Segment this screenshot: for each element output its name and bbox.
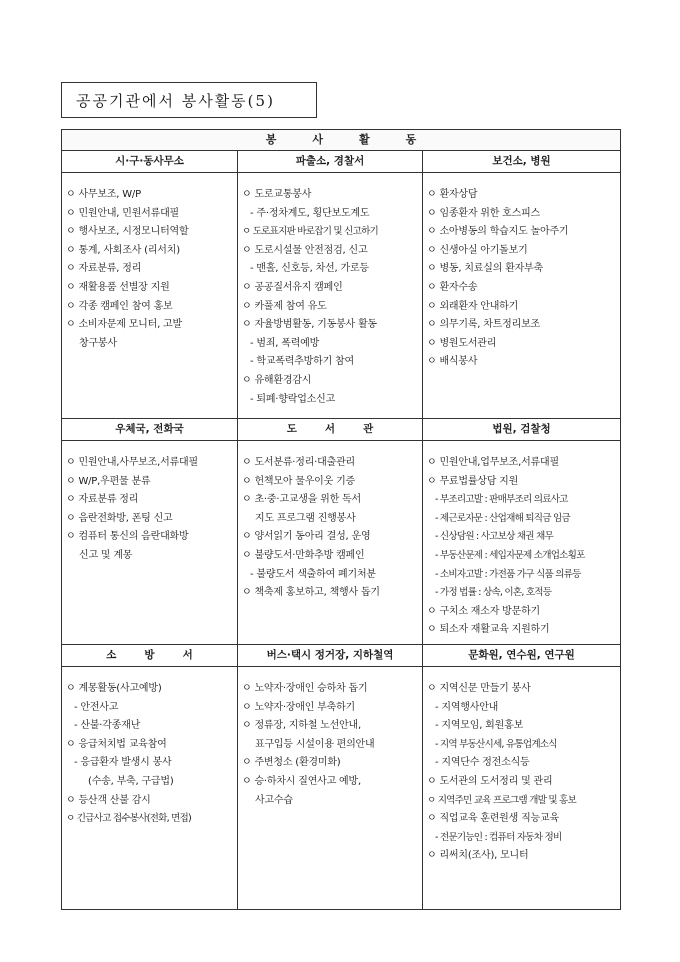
list-item: - 학교폭력추방하기 참여 <box>250 356 354 368</box>
header-city-office: 시·구·동사무소 <box>62 151 238 173</box>
list-item: - 부동산문제 : 세입자문제 소개업소횡포 <box>435 549 585 561</box>
list-item: ㅇ 노약자·장애인 부축하기 <box>242 701 355 713</box>
cell-court <box>423 441 621 645</box>
list-item: ㅇ 행사보조, 시정모니터역할 <box>66 226 189 238</box>
list-item: ㅇ 의무기록, 차트정리보조 <box>427 319 540 331</box>
list-item: - 범죄, 폭력예방 <box>250 337 320 349</box>
list-item: - 신상담원 : 사고보상 채권 채무 <box>435 531 553 543</box>
list-item: - 퇴폐·향락업소신고 <box>250 393 336 405</box>
list-item: - 지역단수 정전소식등 <box>435 757 530 769</box>
volunteer-activity-table <box>61 129 621 910</box>
list-item: - 지역행사안내 <box>435 701 499 713</box>
list-item: ㅇ 병동, 치료실의 환자부축 <box>427 263 543 275</box>
list-item: - 지역 부동산시세, 유통업계소식 <box>435 738 557 750</box>
cell-cultural-center <box>423 666 621 909</box>
list-item: ㅇ 구치소 재소자 방문하기 <box>427 605 540 617</box>
list-item: ㅇ 양서읽기 동아리 결성, 운영 <box>242 531 371 543</box>
list-item: - 불량도서 색출하여 폐기처분 <box>250 568 376 580</box>
list-item: - 가정 법률 : 상속, 이혼, 호적등 <box>435 587 552 599</box>
list-item: ㅇ 배식봉사 <box>427 356 478 368</box>
list-item: ㅇ 등산객 산불 감시 <box>66 794 151 806</box>
list-item: ㅇ 환자상담 <box>427 189 478 200</box>
list-item: ㅇ 컴퓨터 통신의 음란대화방 <box>66 531 189 543</box>
header-police-station: 파출소, 경찰서 <box>238 151 423 173</box>
list-item: ㅇ 도서관의 도서정리 및 관리 <box>427 775 553 787</box>
list-item: ㅇ 민원안내,업무보조,서류대필 <box>427 457 559 468</box>
list-item: ㅇ 통계, 사회조사 (리서치) <box>66 244 180 256</box>
list-item: ㅇ 소비자문제 모니터, 고발 <box>66 319 182 331</box>
list-item: - 제근로자문 : 산업재해 퇴직금 임금 <box>435 512 570 524</box>
list-item: ㅇ 도서분류·정리·대출관리 <box>242 457 355 468</box>
list-item: ㅇ 주변청소 (환경미화) <box>242 757 341 769</box>
list-item: ㅇ 음란전화방, 폰팅 신고 <box>66 512 173 524</box>
list-item: - 전문기능인 : 컴퓨터 자동차 정비 <box>435 831 562 843</box>
cell-bus-taxi-subway <box>238 666 423 909</box>
list-item: ㅇ 소아병동의 학습지도 놀아주기 <box>427 226 569 238</box>
list-item: ㅇ 병원도서관리 <box>427 337 497 349</box>
list-item: ㅇ 계몽활동(사고예방) <box>66 682 162 694</box>
list-item: - 주·정차계도, 횡단보도계도 <box>250 207 370 219</box>
list-item: ㅇ 승·하차시 질연사고 예방, <box>242 775 361 787</box>
cell-health-center-hospital <box>423 173 621 419</box>
list-item: ㅇ 정류장, 지하철 노선안내, <box>242 720 361 732</box>
list-item: ㅇ 헌책모아 물우이웃 기증 <box>242 475 355 487</box>
header-library <box>238 419 423 441</box>
list-item: ㅇ 각종 캠페인 참여 홍보 <box>66 300 173 312</box>
list-item: - 산불·각종재난 <box>74 720 141 732</box>
list-item: ㅇ 자료분류, 정리 <box>66 263 142 275</box>
list-item: ㅇ 재활용품 선별장 지원 <box>66 281 170 293</box>
list-item: ㅇ 퇴소자 재활교육 지원하기 <box>427 624 550 636</box>
list-item: (수송, 부축, 구급법) <box>88 775 174 787</box>
list-item: - 응급환자 발생시 봉사 <box>74 757 172 769</box>
list-item: ㅇ 유해환경감시 <box>242 374 312 386</box>
list-item: ㅇ 불량도서·만화추방 캠페인 <box>242 549 365 561</box>
list-item: ㅇ 긴급사고 접수봉사(전화, 면접) <box>66 813 191 825</box>
header-court: 법원, 검찰청 <box>423 419 621 441</box>
list-item: ㅇ 민원안내,사무보조,서류대필 <box>66 457 198 468</box>
list-item: ㅇ W/P,우편물 분류 <box>66 475 151 487</box>
list-item: ㅇ 도로표지판 바로잡기 및 신고하기 <box>242 226 379 238</box>
list-item: ㅇ 초·중·고교생을 위한 독서 <box>242 494 361 506</box>
list-item: 신고 및 계몽 <box>79 549 133 561</box>
list-item: ㅇ 무료법률상담 지원 <box>427 475 519 487</box>
list-item: 사고수습 <box>255 794 293 806</box>
page-title: 공공기관에서 봉사활동(5) <box>61 82 317 118</box>
header-fire-station-label: 소방서 <box>106 648 221 661</box>
list-item: - 지역모임, 회원홍보 <box>435 720 524 732</box>
list-item: ㅇ 리써치(조사), 모니터 <box>427 850 529 862</box>
list-item: - 부조리고발 : 판매부조리 의료사고 <box>435 494 568 506</box>
header-bus-taxi-subway: 버스·택시 정거장, 지하철역 <box>238 644 423 666</box>
header-fire-station <box>62 644 238 666</box>
cell-library <box>238 441 423 645</box>
list-item: ㅇ 공공질서유지 캠페인 <box>242 281 343 293</box>
list-item: ㅇ 책축제 홍보하고, 책행사 돕기 <box>242 587 380 599</box>
list-item: ㅇ 도로교통봉사 <box>242 189 312 200</box>
list-item: ㅇ 외래환자 안내하기 <box>427 300 519 312</box>
header-health-center-hospital: 보건소, 병원 <box>423 151 621 173</box>
list-item: ㅇ 사무보조, W/P <box>66 189 141 200</box>
list-item: ㅇ 자료분류 정리 <box>66 494 139 506</box>
list-item: ㅇ 응급처치법 교육참여 <box>66 738 167 750</box>
list-item: - 맨홀, 신호등, 차선, 가로등 <box>250 263 369 275</box>
cell-post-office <box>62 441 238 645</box>
list-item: ㅇ 직업교육 훈련원생 직능교육 <box>427 813 559 825</box>
list-item: 창구봉사 <box>79 337 117 349</box>
list-item: - 안전사고 <box>74 701 119 713</box>
list-item: ㅇ 노약자·장애인 승하차 돕기 <box>242 682 368 694</box>
list-item: ㅇ 지역주민 교육 프로그램 개발 및 홍보 <box>427 794 576 806</box>
list-item: 표구입등 시설이용 편의안내 <box>255 738 375 750</box>
cell-fire-station <box>62 666 238 909</box>
table-title: 봉사활동 <box>62 130 621 151</box>
list-item: ㅇ 민원안내, 민원서류대필 <box>66 207 179 219</box>
list-item: 지도 프로그램 진행봉사 <box>255 512 356 524</box>
list-item: ㅇ 자율방범활동, 기동봉사 활동 <box>242 319 377 331</box>
list-item: - 소비자고발 : 가전품 가구 식품 의류등 <box>435 568 581 580</box>
header-cultural-center: 문화원, 연수원, 연구원 <box>423 644 621 666</box>
list-item: ㅇ 환자수송 <box>427 281 478 293</box>
list-item: ㅇ 신생아실 아기돌보기 <box>427 244 528 256</box>
cell-police-station <box>238 173 423 419</box>
list-item: ㅇ 카풀제 참여 유도 <box>242 300 327 312</box>
header-post-office: 우체국, 전화국 <box>62 419 238 441</box>
cell-city-office <box>62 173 238 419</box>
header-library-label: 도서관 <box>286 423 402 435</box>
list-item: ㅇ 도로시설물 안전점검, 신고 <box>242 244 368 256</box>
list-item: ㅇ 지역신문 만들기 봉사 <box>427 682 531 694</box>
list-item: ㅇ 임종환자 위한 호스피스 <box>427 207 540 219</box>
